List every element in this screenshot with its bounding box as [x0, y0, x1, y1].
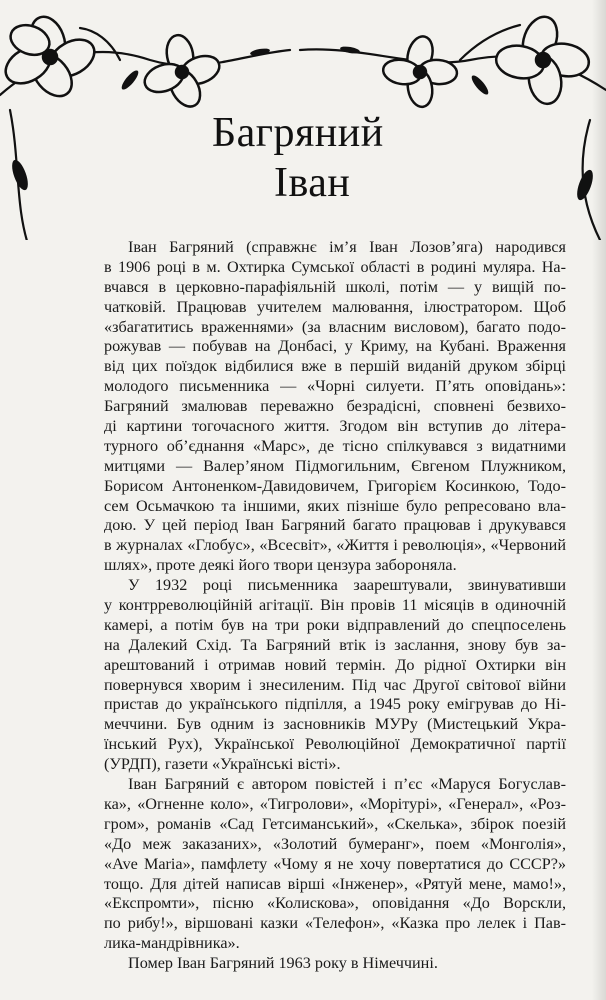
text-line: дою. У цей період Іван Багряний багато працював і друкувався	[104, 516, 566, 535]
text-line: Іван Багряний (справжнє ім’я Іван Лозов’яга) народився	[128, 238, 566, 256]
text-line: рожував — побував на Донбасі, у Криму, на Кубані. Враження	[104, 337, 566, 356]
text-line: на Далекий Схід. Та Багряний втік із заслання, знову був за-	[104, 635, 566, 654]
text-line: (УРДП), газети «Українські вісті».	[104, 755, 341, 774]
text-line: сем Осьмачкою та іншими, яких пізніше було репресовано вла-	[104, 496, 566, 515]
flower-right	[494, 12, 592, 106]
page-title-surname: Багряний	[212, 110, 384, 156]
text-line: «До меж заказаних», «Золотий бумеранг», поем «Монголія»,	[104, 834, 566, 853]
text-line: в журналах «Глобус», «Всесвіт», «Життя і революція», «Червоний	[104, 536, 566, 555]
text-line: Борисом Антоненком-Давидовичем, Григорієм Косинкою, Тодо-	[104, 476, 566, 495]
page-title-name: Іван	[274, 160, 351, 206]
text-line: їнський Рух), Української Революційної Демократичної партії	[104, 735, 566, 754]
flower-left	[0, 12, 101, 104]
text-line: Іван Багряний є автором повістей і п’єс «Маруся Богуслав-	[128, 775, 566, 794]
text-line: лика-мандрівника».	[104, 934, 240, 953]
text-line: камері, а потім був на три роки відправлений до спецпоселень	[104, 615, 566, 634]
flower-center-right	[381, 34, 458, 109]
text-line: пристав до українського підпілля, а 1945 року емігрував до Ні-	[104, 695, 566, 714]
text-line: Помер Іван Багряний 1963 року в Німеччині.	[128, 954, 438, 973]
text-line: «Ave Maria», памфлету «Чому я не хочу повертатися до СССР?»	[104, 854, 566, 873]
text-line: вчався в церковно-парафіяльній школі, потім — у вищій по-	[104, 277, 566, 296]
text-line: митцями — Валер’яном Підмогильним, Євгеном Плужником,	[104, 456, 566, 475]
text-line: від цих поїздок відбилися вже в першій виданій друком збірці	[104, 357, 566, 376]
text-line: чатковій. Працював учителем малювання, ілюстратором. Щоб	[104, 297, 566, 316]
text-line: Багряний змалював переважно безрадісні, сповнені безвихо-	[104, 397, 566, 416]
text-line: повернувся хворим і знесиленим. Під час Другої світової війни	[104, 675, 566, 694]
text-line: тощо. Для дітей написав вірші «Інженер», «Рятуй мене, мамо!»,	[104, 874, 566, 893]
text-line: у контрреволюційній агітації. Він провів 11 місяців в одиночній	[104, 596, 566, 615]
text-line: «збагатитись враженнями» (за власним висловом), багато подо-	[104, 317, 566, 336]
text-line: турного об’єднання «Марс», де тісно спілкувався з видатними	[104, 436, 566, 455]
biography-text	[104, 238, 566, 974]
text-line: по рибу!», віршовані казки «Телефон», «Казка про лелек і Пав-	[104, 914, 566, 933]
text-line: гром», романів «Сад Гетсиманський», «Скелька», збірок поезій	[104, 814, 566, 833]
text-line: У 1932 році письменника заарештували, звинувативши	[128, 576, 566, 595]
flower-center-left	[141, 33, 223, 112]
text-line: арештований і отримав новий термін. До рідної Охтирки він	[104, 655, 566, 674]
text-line: в 1906 році в м. Охтирка Сумської області в родині муляра. На-	[104, 257, 566, 276]
text-line: меччини. Був одним із засновників МУРу (Мистецький Укра-	[104, 715, 566, 734]
text-line: ка», «Огненне коло», «Тигролови», «Морітурі», «Генерал», «Роз-	[104, 794, 566, 813]
text-line: шлях», проте деякі його твори цензура забороняла.	[104, 556, 457, 575]
text-line: «Експромти», пісню «Колискова», оповідання «До Ворскли,	[104, 894, 566, 913]
text-line: молодого письменника — «Чорні силуети. П’ять оповідань»:	[104, 377, 566, 396]
text-line: ді картини тогочасного життя. Згодом він вступив до літера-	[104, 417, 566, 436]
